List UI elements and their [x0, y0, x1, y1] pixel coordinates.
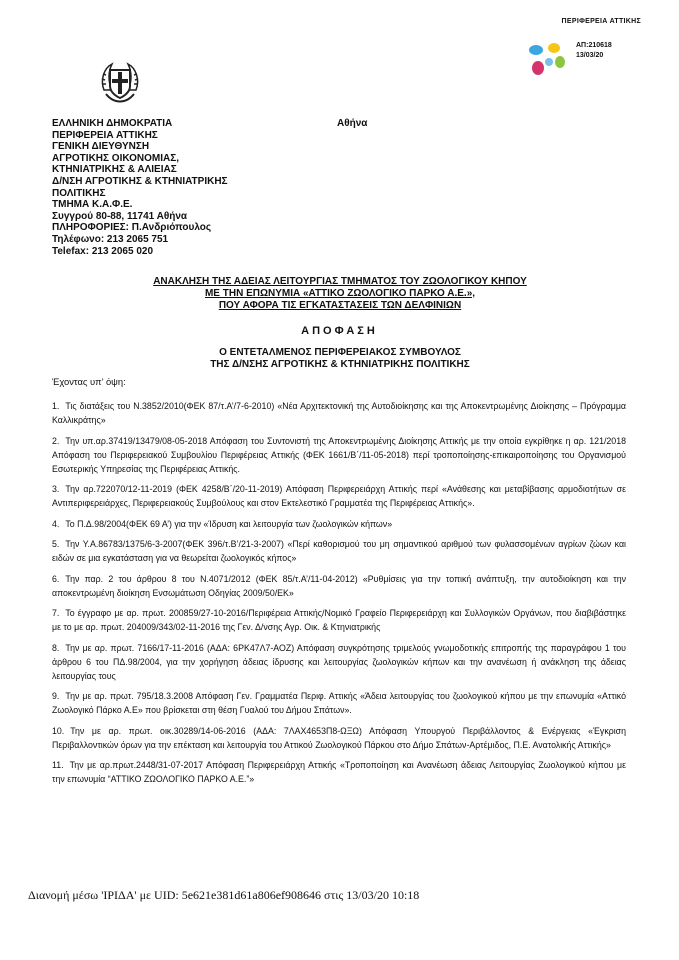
subject-line: ΑΝΑΚΛΗΣΗ ΤΗΣ ΑΔΕΙΑΣ ΛΕΙΤΟΥΡΓΙΑΣ ΤΜΗΜΑΤΟΣ ΤΟΥ ΖΩΟΛΟΓΙΚΟΥ ΚΗΠΟΥ — [153, 276, 527, 287]
list-item — [52, 399, 626, 427]
sender-header — [52, 118, 228, 257]
item-number: 5. — [52, 539, 60, 549]
header-line: Δ/ΝΣΗ ΑΓΡΟΤΙΚΗΣ & ΚΤΗΝΙΑΤΡΙΚΗΣ — [52, 175, 228, 187]
city: Αθήνα — [337, 118, 368, 129]
region-name: ΠΕΡΙΦΕΡΕΙΑ ΑΤΤΙΚΗΣ — [561, 18, 641, 25]
header-line: ΤΜΗΜΑ Κ.Α.Φ.Ε. — [52, 199, 133, 211]
official-line: Ο ΕΝΤΕΤΑΛΜΕΝΟΣ ΠΕΡΙΦΕΡΕΙΑΚΟΣ ΣΥΜΒΟΥΛΟΣ — [219, 347, 461, 358]
item-number: 7. — [52, 608, 60, 618]
item-text: Την Υ.Α.86783/1375/6-3-2007(ΦΕΚ 396/τ.Β’/21-3-2007) «Περί καθορισμού του μη σημαντικού αριθμού των φυλασσομένων αγρίων ζώων και ειδών σε μια εγκατάσταση για να θεωρείται ζωολογικός κήπος» — [52, 539, 626, 564]
item-number: 2. — [52, 435, 60, 446]
item-number: 10. — [52, 725, 65, 736]
greek-emblem-icon — [96, 60, 144, 108]
distribution-footer: Διανομή μέσω 'ΙΡΙΔΑ' με UID: 5e621e381d61a806ef908646 στις 13/03/20 10:18 — [28, 888, 420, 902]
region-logo-icon — [524, 40, 570, 80]
list-item — [52, 689, 626, 717]
header-line: ΠΟΛΙΤΙΚΗΣ — [52, 187, 106, 199]
header-line: Τηλέφωνο: 213 2065 751 — [52, 233, 169, 245]
protocol-date: 13/03/20 — [576, 52, 604, 59]
list-item — [52, 572, 626, 600]
list-item — [52, 724, 626, 752]
header-line: Συγγρού 80-88, 11741 Αθήνα — [52, 210, 188, 222]
item-number: 9. — [52, 691, 60, 702]
considerations-list — [52, 399, 626, 793]
official-title — [130, 347, 550, 371]
subject-line: ΠΟΥ ΑΦΟΡΑ ΤΙΣ ΕΓΚΑΤΑΣΤΑΣΕΙΣ ΤΩΝ ΔΕΛΦΙΝΙΩΝ — [218, 300, 462, 311]
protocol-info — [576, 41, 612, 61]
item-text: Την με αρ. πρωτ. 7166/17-11-2016 (ΑΔΑ: 6ΡΚ47Λ7-ΑΟΖ) Απόφαση συγκρότησης τριμελούς γνωμοδοτικής επιτροπής της παραγράφου 1 του άρθρου 6 του ΠΔ.98/2004, για την χορήγηση άδειας ίδρυσης και λειτουργίας ζωολογικών κήπων και την ανανέωση ή ανάκληση της άδειας λειτουργίας τους — [52, 642, 626, 681]
document-subject — [130, 276, 550, 312]
list-item — [52, 606, 626, 634]
item-number: 8. — [52, 642, 60, 653]
header-line: ΕΛΛΗΝΙΚΗ ΔΗΜΟΚΡΑΤΙΑ — [52, 118, 173, 129]
list-item — [52, 434, 626, 477]
list-item — [52, 537, 626, 565]
header-line: Telefax: 213 2065 020 — [52, 245, 154, 257]
item-text: Την με αρ. πρωτ. 795/18.3.2008 Απόφαση Γεν. Γραμματέα Περιφ. Αττικής «Άδεια λειτουργίας του ζωολογικού κήπου με την επωνυμία «Αττικό Ζωολογικό Πάρκο Α.Ε» που βρίσκεται στη θέση Γυαλού του Δήμου Σπάτων». — [52, 691, 626, 716]
list-item — [52, 482, 626, 510]
item-number: 4. — [52, 518, 60, 529]
list-item — [52, 641, 626, 684]
list-item — [52, 758, 626, 786]
subject-line: ΜΕ ΤΗΝ ΕΠΩΝΥΜΙΑ «ΑΤΤΙΚΟ ΖΩΟΛΟΓΙΚΟ ΠΑΡΚΟ Α.Ε.», — [204, 288, 476, 299]
item-text: Την παρ. 2 του άρθρου 8 του Ν.4071/2012 (ΦΕΚ 85/τ.Α’/11-04-2012) «Ρυθμίσεις για την τοπική ανάπτυξη, την αυτοδιοίκηση και την αποκεντρωμένη διοίκηση Ενσωμάτωση Οδηγίας 2009/50/ΕΚ» — [52, 573, 626, 598]
item-number: 11. — [52, 760, 64, 771]
item-text: Τις διατάξεις του Ν.3852/2010(ΦΕΚ 87/τ.Α’/7-6-2010) «Νέα Αρχιτεκτονική της Αυτοδιοίκησης και της Αποκεντρωμένης Διοίκησης – Πρόγραμμα Καλλικράτης» — [52, 401, 626, 426]
item-number: 1. — [52, 401, 60, 411]
item-text: Το Π.Δ.98/2004(ΦΕΚ 69 Α’) για την «Ίδρυση και λειτουργία των ζωολογικών κήπων» — [65, 518, 393, 529]
item-text: Την αρ.722070/12-11-2019 (ΦΕΚ 4258/Β΄/20-11-2019) Απόφαση Περιφερειάρχη Αττικής περί «Ανάθεσης και μεταβίβασης αρμοδιοτήτων σε Αντιπεριφερειάρχες, Περιφερειακούς Συμβούλους και στον Εκτελεστικό Γραμματέα της Περιφέρειας Αττικής». — [52, 484, 626, 509]
official-line: ΤΗΣ Δ/ΝΣΗΣ ΑΓΡΟΤΙΚΗΣ & ΚΤΗΝΙΑΤΡΙΚΗΣ ΠΟΛΙΤΙΚΗΣ — [210, 359, 470, 370]
protocol-number: ΑΠ:210618 — [576, 42, 612, 49]
header-line: ΠΛΗΡΟΦΟΡΙΕΣ: Π.Ανδριόπουλος — [52, 222, 212, 234]
considering-label: Έχοντας υπ’ όψη: — [52, 376, 126, 387]
header-line: ΓΕΝΙΚΗ ΔΙΕΥΘΥΝΣΗ — [52, 141, 150, 153]
item-text: Την με αρ.πρωτ.2448/31-07-2017 Απόφαση Περιφερειάρχη Αττικής «Τροποποίηση και Ανανέωση άδειας Λειτουργίας Ζωολογικού κήπου με την επωνυμία “ΑΤΤΙΚΟ ΖΩΟΛΟΓΙΚΟ ΠΑΡΚΟ Α.Ε.”» — [52, 760, 626, 785]
header-line: ΑΓΡΟΤΙΚΗΣ ΟΙΚΟΝΟΜΙΑΣ, — [52, 152, 179, 164]
item-text: Την με αρ. πρωτ. οικ.30289/14-06-2016 (ΑΔΑ: 7ΛΑΧ4653Π8-ΩΞΩ) Απόφαση Υπουργού Περιβάλλοντος & Ενέργειας «Έγκριση Περιβαλλοντικών όρων για την επέκταση και λειτουργία του Αττικού Ζωολογικού Πάρκου στο Δήμο Σπάτων-Αρτέμιδος, Π.Ε. Ανατολικής Αττικής» — [52, 725, 626, 750]
item-text: Το έγγραφο με αρ. πρωτ. 200859/27-10-2016/Περιφέρεια Αττικής/Νομικό Γραφείο Περιφερειάρχη και Συλλογικών Οργάνων, που διαβιβάστηκε με το με αρ. πρωτ. 204009/343/02-11-2016 της Γεν. Δ/νσης Αγρ. Οικ. & Κτηνιατρικής — [52, 608, 626, 633]
header-line: ΠΕΡΙΦΕΡΕΙΑ ΑΤΤΙΚΗΣ — [52, 129, 158, 141]
header-line: ΚΤΗΝΙΑΤΡΙΚΗΣ & ΑΛΙΕΙΑΣ — [52, 164, 177, 176]
decision-title: ΑΠΟΦΑΣΗ — [301, 325, 378, 337]
item-number: 6. — [52, 573, 60, 584]
list-item — [52, 517, 626, 531]
item-number: 3. — [52, 484, 60, 495]
item-text: Την υπ.αρ.37419/13479/08-05-2018 Απόφαση του Συντονιστή της Αποκεντρωμένης Διοίκησης Αττικής με την οποία εγκρίθηκε η αρ. 121/2018 Απόφαση του Περιφερειακού Συμβουλίου Περιφέρειας Αττικής (ΦΕΚ 1661/Β΄/11-05-2018) περί τροποποίησης-επικαιροποίησης του Οργανισμού Εσωτερικής Υπηρεσίας της Περιφέρειας Αττικής. — [52, 435, 626, 474]
region-header — [562, 18, 641, 25]
